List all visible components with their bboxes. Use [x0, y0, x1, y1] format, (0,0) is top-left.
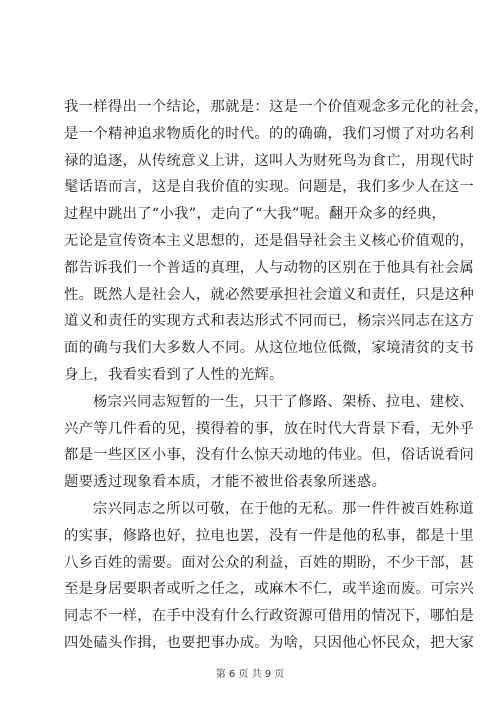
text-line: 无论是宣传资本主义思想的，还是倡导社会主义核心价值观的，: [64, 232, 475, 249]
text-line: 道义和责任的实现方式和表达形式不同而已，杨宗兴同志在这方: [64, 313, 475, 330]
text-line: 四处磕头作揖，也要把事办成。为啥，只因他心怀民众，把大家: [64, 634, 475, 651]
text-line: 面的确与我们大多数人不同。从这位地位低微，家境清贫的支书: [64, 340, 475, 357]
text-line: 题要透过现象看本质，才能不被世俗表象所迷惑。: [64, 474, 387, 491]
text-line: 至是身居要职者或听之任之，或麻木不仁，或半途而废。可宗兴: [64, 581, 475, 598]
text-line: 禄的追逐，从传统意义上讲，这叫人为财死鸟为食亡，用现代时: [64, 152, 475, 169]
page-number-label: 第 6 页 共 9 页: [215, 669, 285, 680]
text-line: 八乡百姓的需要。面对公众的利益，百姓的期盼，不少干部，甚: [64, 554, 475, 571]
text-line: 过程中跳出了“小我”，走向了“大我”呢。翻开众多的经典，: [64, 206, 447, 223]
paragraph-first-line: 杨宗兴同志短暂的一生，只干了修路、架桥、拉电、建校、: [93, 393, 474, 410]
text-line: 的实事，修路也好，拉电也罢，没有一件是他的私事，都是十里: [64, 527, 475, 544]
text-line: 我一样得出一个结论，那就是：这是一个价值观念多元化的社会，: [64, 99, 489, 115]
text-line: 性。既然人是社会人，就必然要承担社会道义和责任，只是这种: [64, 286, 475, 303]
text-line: 同志不一样，在手中没有什么行政资源可借用的情况下，哪怕是: [64, 608, 475, 625]
text-line: 是一个精神追求物质化的时代。的的确确，我们习惯了对功名利: [64, 125, 475, 142]
page-footer: [0, 665, 500, 680]
text-line: 兴产等几件看的见，摸得着的事，放在时代大背景下看，无外乎: [64, 420, 475, 437]
text-line: 髦话语而言，这是自我价值的实现。问题是，我们多少人在这一: [64, 179, 475, 196]
paragraph-first-line: 宗兴同志之所以可敬，在于他的无私。那一件件被百姓称道: [93, 500, 474, 517]
body-text: [64, 94, 489, 657]
text-line: 身上，我看实看到了人性的光辉。: [64, 366, 284, 383]
text-line: 都告诉我们一个普适的真理，人与动物的区别在于他具有社会属: [64, 259, 475, 276]
text-line: 都是一些区区小事，没有什么惊天动地的伟业。但，俗话说看问: [64, 447, 475, 464]
